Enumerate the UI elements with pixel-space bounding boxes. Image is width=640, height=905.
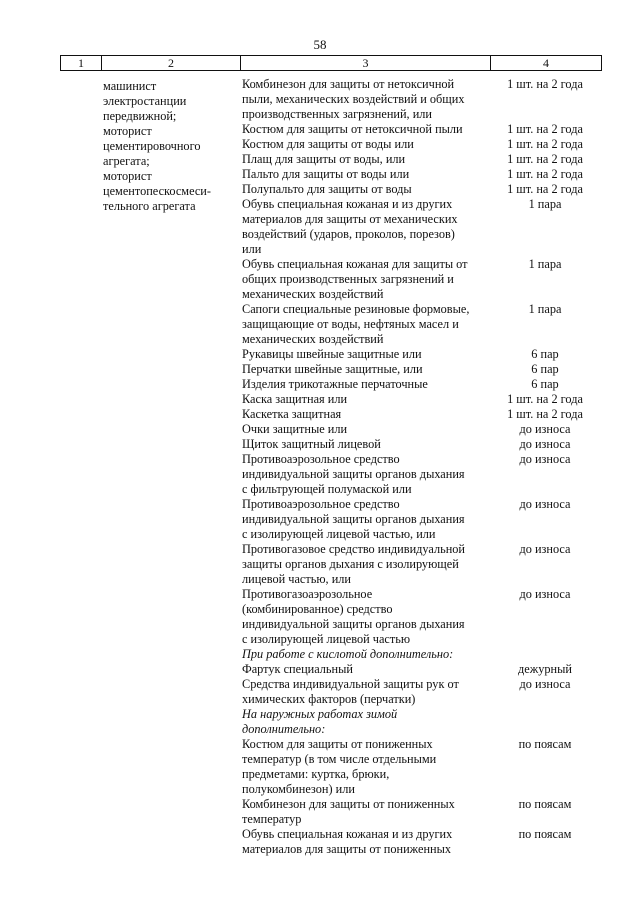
item-name bbox=[242, 797, 490, 827]
item-name-line: индивидуальной защиты органов дыхания bbox=[242, 617, 465, 631]
table-row bbox=[242, 392, 600, 407]
header-col-4: 4 bbox=[543, 56, 549, 70]
item-name-line: Сапоги специальные резиновые формовые, bbox=[242, 302, 470, 316]
item-quantity: до износа bbox=[519, 437, 571, 451]
item-quantity: дежурный bbox=[518, 662, 572, 676]
item-name-line: пыли, механических воздействий и общих bbox=[242, 92, 465, 106]
item-name-line: или bbox=[242, 242, 262, 256]
item-name-line: дополнительно: bbox=[242, 722, 326, 736]
item-name bbox=[242, 827, 490, 857]
table-row bbox=[242, 827, 600, 857]
profession-line: передвижной; bbox=[103, 109, 177, 123]
item-name bbox=[242, 77, 490, 122]
item-name bbox=[242, 422, 490, 437]
item-name-line: температур (в том числе отдельными bbox=[242, 752, 437, 766]
items-list bbox=[242, 77, 600, 857]
item-name-line: Плащ для защиты от воды, или bbox=[242, 152, 406, 166]
item-name-line: Фартук специальный bbox=[242, 662, 353, 676]
item-name bbox=[242, 737, 490, 797]
item-name-line: защиты органов дыхания с изолирующей bbox=[242, 557, 459, 571]
profession-line: электростанции bbox=[103, 94, 187, 108]
item-quantity: по поясам bbox=[518, 827, 572, 841]
table-row bbox=[242, 437, 600, 452]
item-name-line: Щиток защитный лицевой bbox=[242, 437, 381, 451]
item-name-line: На наружных работах зимой bbox=[242, 707, 398, 721]
item-quantity: по поясам bbox=[518, 737, 572, 751]
item-name bbox=[242, 707, 490, 737]
table-row bbox=[242, 122, 600, 137]
item-name-line: Полупальто для защиты от воды bbox=[242, 182, 412, 196]
table-row bbox=[242, 497, 600, 542]
item-quantity: до износа bbox=[519, 677, 571, 691]
table-row bbox=[242, 587, 600, 647]
item-name-line: с изолирующей лицевой частью, или bbox=[242, 527, 436, 541]
item-name bbox=[242, 542, 490, 587]
item-name bbox=[242, 497, 490, 542]
item-quantity: 1 шт. на 2 года bbox=[507, 122, 583, 136]
table-row bbox=[242, 302, 600, 347]
item-name bbox=[242, 392, 490, 407]
item-name bbox=[242, 452, 490, 497]
item-quantity: 6 пар bbox=[531, 362, 559, 376]
item-name-line: с изолирующей лицевой частью bbox=[242, 632, 411, 646]
item-quantity: 1 пара bbox=[528, 302, 562, 316]
item-name-line: лицевой частью, или bbox=[242, 572, 351, 586]
item-name bbox=[242, 152, 490, 167]
table-header bbox=[60, 55, 602, 71]
item-quantity: 1 шт. на 2 года bbox=[507, 407, 583, 421]
item-name-line: Обувь специальная кожаная и из других bbox=[242, 827, 453, 841]
table-row bbox=[242, 77, 600, 122]
table-row bbox=[242, 167, 600, 182]
item-name bbox=[242, 197, 490, 257]
item-name-line: При работе с кислотой дополнительно: bbox=[242, 647, 454, 661]
item-name-line: механических воздействий bbox=[242, 287, 384, 301]
item-quantity: до износа bbox=[519, 422, 571, 436]
item-name bbox=[242, 437, 490, 452]
item-name-line: химических факторов (перчатки) bbox=[242, 692, 416, 706]
item-quantity: до износа bbox=[519, 542, 571, 556]
profession-line: моторист bbox=[103, 169, 152, 183]
item-quantity: до износа bbox=[519, 452, 571, 466]
table-row bbox=[242, 797, 600, 827]
item-name-line: индивидуальной защиты органов дыхания bbox=[242, 467, 465, 481]
profession-line: цементировочного bbox=[103, 139, 201, 153]
profession-line: агрегата; bbox=[103, 154, 150, 168]
item-quantity: до износа bbox=[519, 497, 571, 511]
item-name-line: производственных загрязнений, или bbox=[242, 107, 433, 121]
item-name-line: индивидуальной защиты органов дыхания bbox=[242, 512, 465, 526]
profession-line: тельного агрегата bbox=[103, 199, 196, 213]
item-quantity: 1 шт. на 2 года bbox=[507, 167, 583, 181]
item-name bbox=[242, 647, 490, 662]
profession-line: машинист bbox=[103, 79, 157, 93]
item-name bbox=[242, 137, 490, 152]
item-name-line: Каскетка защитная bbox=[242, 407, 342, 421]
item-name-line: механических воздействий bbox=[242, 332, 384, 346]
item-name-line: Обувь специальная кожаная и из других bbox=[242, 197, 453, 211]
item-name-line: защищающие от воды, нефтяных масел и bbox=[242, 317, 459, 331]
item-name-line: Рукавицы швейные защитные или bbox=[242, 347, 422, 361]
item-name-line: Противогазовое средство индивидуальной bbox=[242, 542, 466, 556]
item-quantity: 1 пара bbox=[528, 257, 562, 271]
table-row bbox=[242, 422, 600, 437]
item-name bbox=[242, 302, 490, 347]
item-name bbox=[242, 377, 490, 392]
item-quantity: 6 пар bbox=[531, 377, 559, 391]
item-quantity bbox=[490, 647, 600, 662]
item-name-line: общих производственных загрязнений и bbox=[242, 272, 454, 286]
item-name-line: Комбинезон для защиты от нетоксичной bbox=[242, 77, 455, 91]
item-quantity: 1 шт. на 2 года bbox=[507, 137, 583, 151]
item-name-line: Противоаэрозольное средство bbox=[242, 497, 400, 511]
table-row bbox=[242, 137, 600, 152]
item-name-line: материалов для защиты от механических bbox=[242, 212, 458, 226]
item-name-line: Комбинезон для защиты от пониженных bbox=[242, 797, 455, 811]
item-quantity: по поясам bbox=[518, 797, 572, 811]
table-row bbox=[242, 347, 600, 362]
item-name bbox=[242, 167, 490, 182]
item-name-line: Пальто для защиты от воды или bbox=[242, 167, 410, 181]
table-row bbox=[242, 257, 600, 302]
item-name bbox=[242, 662, 490, 677]
item-quantity: 1 шт. на 2 года bbox=[507, 77, 583, 91]
item-name-line: Костюм для защиты от пониженных bbox=[242, 737, 433, 751]
item-quantity: 1 пара bbox=[528, 197, 562, 211]
header-col-3: 3 bbox=[241, 56, 491, 70]
item-quantity: 6 пар bbox=[531, 347, 559, 361]
item-quantity bbox=[490, 707, 600, 737]
item-name-line: Перчатки швейные защитные, или bbox=[242, 362, 423, 376]
page-number: 58 bbox=[313, 37, 327, 52]
item-name-line: температур bbox=[242, 812, 302, 826]
profession-line: цементопескосмеси- bbox=[103, 184, 211, 198]
item-name bbox=[242, 257, 490, 302]
item-name-line: воздействий (ударов, проколов, порезов) bbox=[242, 227, 455, 241]
item-name-line: Изделия трикотажные перчаточные bbox=[242, 377, 428, 391]
item-name-line: Противогазоаэрозольное bbox=[242, 587, 373, 601]
profession-column bbox=[103, 79, 238, 214]
table-row bbox=[242, 737, 600, 797]
item-name bbox=[242, 362, 490, 377]
table-row bbox=[242, 152, 600, 167]
item-quantity: 1 шт. на 2 года bbox=[507, 182, 583, 196]
item-name-line: Костюм для защиты от нетоксичной пыли bbox=[242, 122, 463, 136]
header-col-1: 1 bbox=[61, 56, 102, 70]
item-name bbox=[242, 182, 490, 197]
item-name-line: Противоаэрозольное средство bbox=[242, 452, 400, 466]
item-name bbox=[242, 347, 490, 362]
header-col-2: 2 bbox=[102, 56, 241, 70]
item-quantity: 1 шт. на 2 года bbox=[507, 392, 583, 406]
table-row bbox=[242, 707, 600, 737]
table-row bbox=[242, 677, 600, 707]
profession-line: моторист bbox=[103, 124, 152, 138]
table-row bbox=[242, 407, 600, 422]
item-name-line: материалов для защиты от пониженных bbox=[242, 842, 452, 856]
table-row bbox=[242, 182, 600, 197]
table-row bbox=[242, 542, 600, 587]
item-name-line: (комбинированное) средство bbox=[242, 602, 393, 616]
table-row bbox=[242, 647, 600, 662]
item-name bbox=[242, 407, 490, 422]
table-row bbox=[242, 362, 600, 377]
table-row bbox=[242, 662, 600, 677]
table-row bbox=[242, 197, 600, 257]
table-row bbox=[242, 452, 600, 497]
item-name-line: полукомбинезон) или bbox=[242, 782, 355, 796]
item-name-line: Обувь специальная кожаная для защиты от bbox=[242, 257, 468, 271]
item-name-line: Костюм для защиты от воды или bbox=[242, 137, 414, 151]
item-name bbox=[242, 122, 490, 137]
item-name-line: Средства индивидуальной защиты рук от bbox=[242, 677, 459, 691]
item-name-line: предметами: куртка, брюки, bbox=[242, 767, 390, 781]
item-name bbox=[242, 677, 490, 707]
item-quantity: до износа bbox=[519, 587, 571, 601]
item-name bbox=[242, 587, 490, 647]
item-name-line: с фильтрующей полумаской или bbox=[242, 482, 412, 496]
item-name-line: Очки защитные или bbox=[242, 422, 348, 436]
table-row bbox=[242, 377, 600, 392]
item-name-line: Каска защитная или bbox=[242, 392, 348, 406]
item-quantity: 1 шт. на 2 года bbox=[507, 152, 583, 166]
